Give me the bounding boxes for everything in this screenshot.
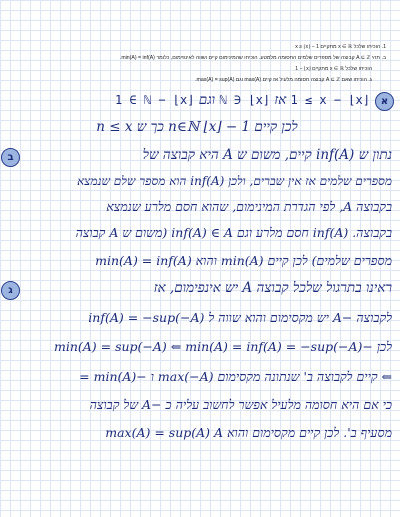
part-c-line-6: מסעיף ב'. לכן קיים מקסימום והוא max(A) = sup(A) A — [105, 425, 392, 440]
part-a-line-2: לכן קיים n∈ℕ ⌊x⌋ − 1 כך ש n ≤ x — [96, 119, 298, 135]
part-c-line-2: לקבוצה −A יש מקסימום והוא שווה ל inf(A) = −sup(−A) — [88, 310, 392, 325]
printed-question — [18, 42, 386, 86]
part-c-line-3: לכן −min(A) = sup(−A) ⇐ min(A) = inf(A) = −sup(−A) — [53, 339, 392, 354]
part-a-word-az: אז — [274, 92, 287, 108]
part-b-line-1: נתון ש inf(A) קיים, משום ש A היא קבוצה של — [142, 147, 392, 163]
question-line-4: ג. הוכיחו שאם A ⊆ ℤ קבוצה חסומה מלעיל אז קיים max(A) וגם max(A) = sup(A). — [195, 77, 372, 83]
part-a-floor-ineq: ⌊x⌋ − 1 ≤ x — [290, 93, 370, 107]
part-a-floor-nat: ⌊x⌋ ∈ ℕ — [219, 93, 271, 107]
part-c-line-5: כי אם היא חסומה מלעיל אפשר לחשוב עליה כ −A של קבוצה — [89, 397, 392, 412]
part-a-badge: א — [375, 92, 394, 111]
part-b-line-4: בקבוצה. inf(A) חסם מלרע וגם inf(A) ∈ A (משום ש A קבוצה — [75, 225, 392, 240]
question-line-1: 1. הוכיחו שלכל x ∈ ℝ מתקיים x ≥ ⌊x⌋ − 1 — [295, 44, 386, 50]
part-b-line-5: מספרים שלמים) לכן קיים min(A) והוא min(A) = inf(A) — [95, 253, 392, 268]
part-a-word-vegam: וגם — [198, 92, 216, 108]
question-line-3: הוכיחו שלכל x ∈ ℝ מתקיים ⌊x⌋ − 1 — [295, 66, 372, 72]
part-c-line-4: ⇐ קיים לקבוצה ב' שנתונה מקסימום max(−A) ו −min(A) = — [79, 369, 392, 384]
question-line-2: ב. תהי A ⊆ ℤ קבוצה של מספרים שלמים החסומה מלמטע. הוכיחו שהמינימום קיים ושווה לאינפימום, כלומר min(A) = inf(A). — [119, 55, 386, 61]
part-c-line-1: ראינו בתרגול שלכל קבוצה A יש אינפימום, אז — [153, 280, 392, 296]
part-a-line-1 — [10, 91, 370, 109]
part-b-line-3: בקבוצה A, לפי הגדרת המינימום, שהוא חסם מלרע שנמצא — [106, 199, 392, 214]
part-b-line-2: מספרים שלמים אז אין שברים, ולכן inf(A) הוא מספר שלם שנמצא — [76, 174, 392, 188]
part-c-badge: ג — [1, 281, 20, 300]
part-a-floor-minus-one-nat: ⌊x⌋ − 1 ∈ ℕ — [114, 93, 195, 107]
part-b-badge: ב — [1, 148, 20, 167]
